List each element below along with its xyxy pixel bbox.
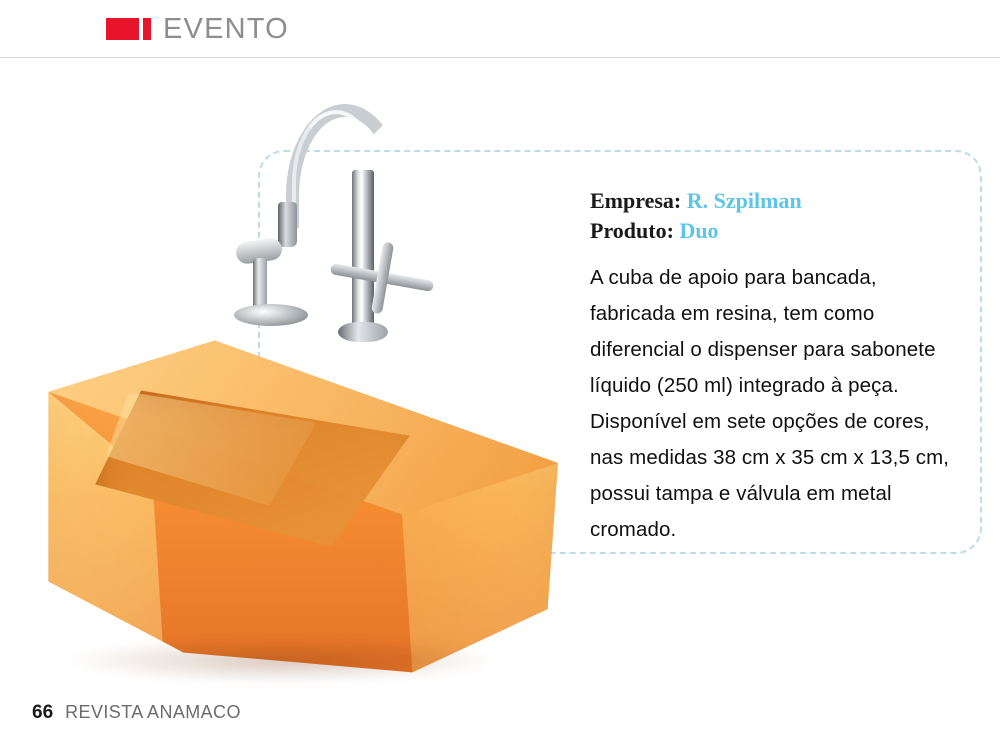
company-line [590, 186, 962, 216]
red-bar-icon [143, 18, 151, 40]
publication-name: REVISTA ANAMACO [65, 702, 241, 722]
product-label: Produto: [590, 218, 674, 243]
section-title: EVENTO [163, 12, 289, 45]
faucet-spout [278, 202, 297, 247]
page-header [0, 0, 1000, 58]
page-number: 66 [32, 702, 54, 723]
section-header [106, 12, 289, 45]
product-line [590, 216, 962, 246]
product-info [590, 186, 962, 548]
header-divider [0, 57, 1000, 58]
red-block-icon [106, 18, 139, 40]
company-label: Empresa: [590, 188, 682, 213]
company-value: R. Szpilman [686, 188, 802, 213]
page-footer [32, 702, 241, 724]
product-photo [20, 90, 580, 670]
resin-basin [38, 305, 558, 700]
product-description: A cuba de apoio para bancada, fabricada em resina, tem como diferencial o dispenser para sabonete líquido (250 ml) integrado à peça. Disponível em sete opções de cores, nas medidas 38 cm x 35 cm x 13,5 cm, possui tampa e válvula em metal cromado. [590, 266, 950, 541]
product-value: Duo [679, 218, 719, 243]
basin-shadow [64, 637, 501, 684]
